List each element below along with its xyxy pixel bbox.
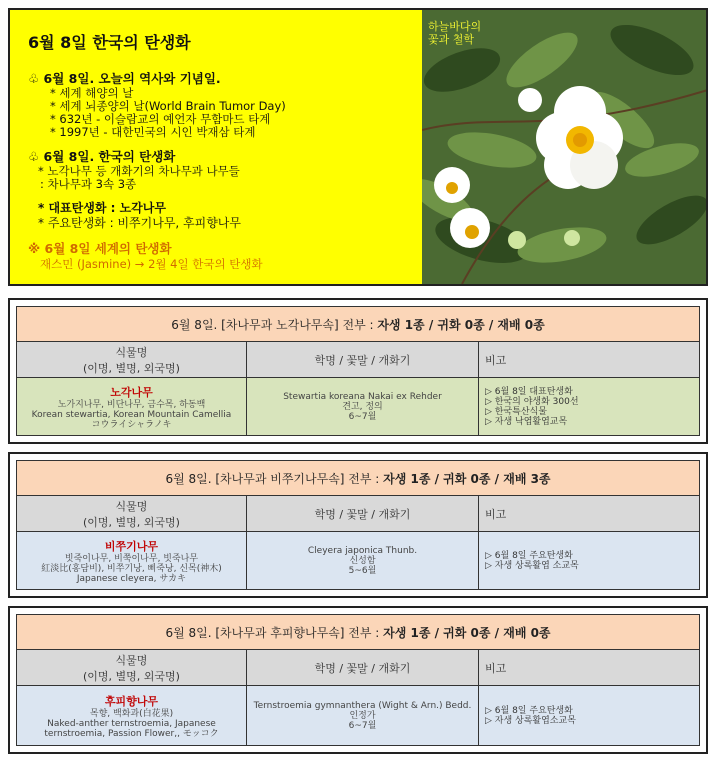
plant-table-grid <box>16 460 700 590</box>
col-plant-name <box>17 496 247 532</box>
col-notes: 비고 <box>479 342 700 378</box>
plant-alias: 목향, 백화과(白花果) <box>89 708 174 719</box>
banner-title: 6월 8일 한국의 탄생화 <box>28 33 191 52</box>
table-header-counts: 자생 1종 / 귀화 0종 / 재배 0종 <box>383 625 551 640</box>
col-subtitle: (이명, 별명, 외국명) <box>83 669 180 683</box>
representative-section <box>28 201 420 231</box>
col-subtitle: (이명, 별명, 외국명) <box>83 515 180 529</box>
table-header-counts: 자생 1종 / 귀화 0종 / 재배 0종 <box>377 317 545 332</box>
plant-alias: Naked-anther ternstroemia, Japanese <box>47 718 216 729</box>
bloom-period: 6~7월 <box>348 411 377 422</box>
note-item: ▷ 한국특산식물 <box>485 406 547 417</box>
note-item: ▷ 한국의 야생화 300선 <box>485 396 579 407</box>
table-header <box>17 615 700 650</box>
watermark-line: 꽃과 철학 <box>428 33 475 46</box>
world-line: 재스민 (Jasmine) → 2월 4일 한국의 탄생화 <box>40 257 263 271</box>
flower-meaning: 견고, 정의 <box>342 401 383 412</box>
note-item: ▷ 6월 8일 대표탄생화 <box>485 386 573 397</box>
col-title: 식물명 <box>115 653 148 667</box>
table-header <box>17 461 700 496</box>
scientific-name: Stewartia koreana Nakai ex Rehder <box>283 391 442 402</box>
history-heading: ♧ 6월 8일. 오늘의 역사와 기념일. <box>28 71 221 86</box>
col-scientific: 학명 / 꽃말 / 개화기 <box>247 342 479 378</box>
scientific-cell <box>247 378 479 436</box>
flower-meaning: 인정가 <box>349 710 376 721</box>
banner-text-panel <box>10 10 420 284</box>
bloom-period: 6~7월 <box>348 720 377 731</box>
plant-alias: ternstroemia, Passion Flower,, モッコク <box>44 728 219 739</box>
plant-alias: コウライシャラノキ <box>91 419 172 430</box>
note-item: ▷ 자생 낙엽활엽교목 <box>485 416 568 427</box>
world-section <box>28 241 420 272</box>
korea-heading: ♧ 6월 8일. 한국의 탄생화 <box>28 149 176 164</box>
history-section <box>28 71 420 139</box>
note-item: ▷ 자생 상록활엽 소교목 <box>485 560 579 571</box>
history-line: * 세계 해양의 날 <box>50 86 134 100</box>
history-line: * 1997년 - 대한민국의 시인 박재삼 타계 <box>50 125 256 139</box>
korea-line: * 노각나무 등 개화기의 차나무과 나무들 <box>38 164 240 178</box>
plant-table <box>8 452 708 598</box>
notes-cell <box>479 532 700 590</box>
col-subtitle: (이명, 별명, 외국명) <box>83 361 180 375</box>
flower-meaning: 신성함 <box>349 555 376 566</box>
plant-alias: 紅淡比(홍담비), 비쭈기낭, 삐죽낭, 신목(神木) <box>41 563 222 574</box>
table-header-prefix: 6월 8일. [차나무과 노각나무속] 전부 : <box>171 317 378 332</box>
watermark-line: 하늘바다의 <box>428 20 482 33</box>
note-item: ▷ 6월 8일 주요탄생화 <box>485 705 573 716</box>
korea-section <box>28 149 420 191</box>
notes-cell <box>479 686 700 746</box>
col-scientific: 학명 / 꽃말 / 개화기 <box>247 650 479 686</box>
plant-alias: 빗죽이나무, 비쭉이나무, 빗죽나무 <box>64 553 199 564</box>
plant-table <box>8 606 708 754</box>
scientific-name: Ternstroemia gymnanthera (Wight & Arn.) Bedd. <box>253 700 472 711</box>
plant-name: 비쭈기나무 <box>104 539 159 553</box>
col-title: 식물명 <box>115 499 148 513</box>
col-plant-name <box>17 650 247 686</box>
plant-name-cell <box>17 378 247 436</box>
korea-line: : 차나무과 3속 3종 <box>40 177 137 191</box>
notes-cell <box>479 378 700 436</box>
note-item: ▷ 6월 8일 주요탄생화 <box>485 550 573 561</box>
table-header-prefix: 6월 8일. [차나무과 후피향나무속] 전부 : <box>165 625 384 640</box>
col-title: 식물명 <box>115 345 148 359</box>
plant-name: 노각나무 <box>110 385 153 399</box>
plant-name: 후피향나무 <box>104 694 159 708</box>
camellia-flower-photo <box>422 10 708 284</box>
scientific-name: Cleyera japonica Thunb. <box>307 545 418 556</box>
plant-name-cell <box>17 532 247 590</box>
scientific-cell <box>247 686 479 746</box>
photo-watermark <box>428 20 481 46</box>
major-flowers: * 주요탄생화 : 비쭈기나무, 후피향나무 <box>38 216 241 230</box>
col-scientific: 학명 / 꽃말 / 개화기 <box>247 496 479 532</box>
table-header <box>17 307 700 342</box>
table-header-prefix: 6월 8일. [차나무과 비쭈기나무속] 전부 : <box>165 471 384 486</box>
col-notes: 비고 <box>479 650 700 686</box>
plant-table-grid <box>16 306 700 436</box>
world-heading: ※ 6월 8일 세계의 탄생화 <box>28 241 172 256</box>
bloom-period: 5~6월 <box>348 565 377 576</box>
col-notes: 비고 <box>479 496 700 532</box>
flower-illustration <box>422 10 708 284</box>
plant-alias: Japanese cleyera, サカキ <box>76 573 187 584</box>
plant-alias: Korean stewartia, Korean Mountain Camellia <box>31 409 232 420</box>
plant-table-grid <box>16 614 700 746</box>
note-item: ▷ 자생 상록활엽소교목 <box>485 715 576 726</box>
scientific-cell <box>247 532 479 590</box>
representative-flower: * 대표탄생화 : 노각나무 <box>38 201 166 215</box>
history-line: * 세계 뇌종양의 날(World Brain Tumor Day) <box>50 99 286 113</box>
history-line: * 632년 - 이슬람교의 예언자 무함마드 타계 <box>50 112 271 126</box>
table-header-counts: 자생 1종 / 귀화 0종 / 재배 3종 <box>383 471 551 486</box>
birth-flower-banner <box>8 8 708 286</box>
plant-table <box>8 298 708 444</box>
col-plant-name <box>17 342 247 378</box>
plant-alias: 노가지나무, 비단나무, 금수목, 하동백 <box>57 399 206 410</box>
plant-name-cell <box>17 686 247 746</box>
